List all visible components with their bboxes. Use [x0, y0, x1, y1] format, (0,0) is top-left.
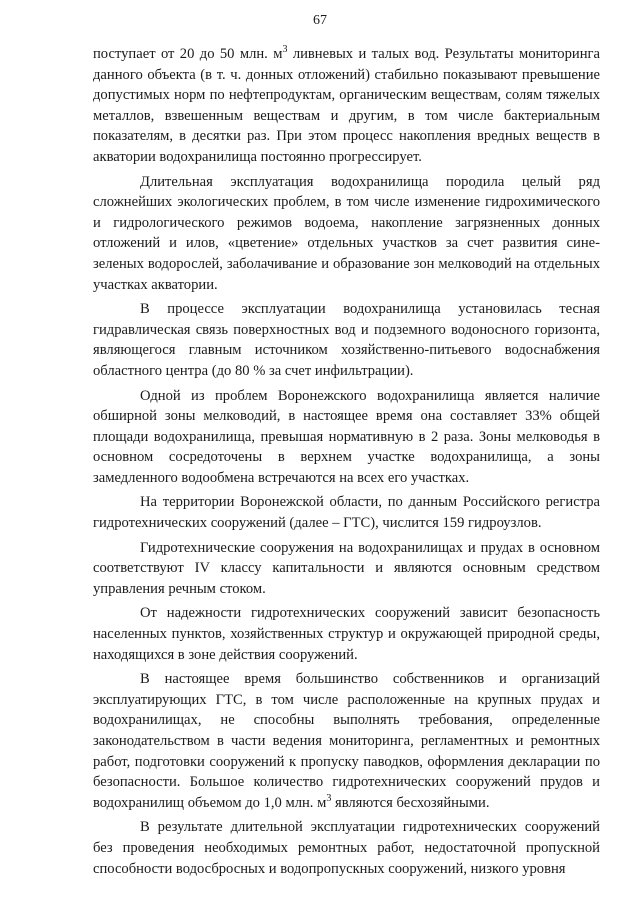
paragraph-gts-register: На территории Воронежской области, по данным Российского регистра гидротехнических сооружений (далее – ГТС), числится 159 гидроузлов.: [93, 494, 600, 532]
superscript-cubic: 3: [326, 792, 332, 804]
page-number: 67: [313, 13, 327, 28]
paragraph-runoff-monitoring: [93, 44, 600, 168]
paragraph-hydraulic-connection: В процессе эксплуатации водохранилища установилась тесная гидравлическая связь поверхностных вод и подземного водоносного горизонта, являющегося главным источником хозяйственно-питьевого водоснабжения областного центра (до 80 % за счет инфильтрации).: [93, 301, 600, 379]
paragraph-text: В настоящее время большинство собственников и организаций эксплуатирующих ГТС, в том числе расположенные на крупных прудах и водохранилищах, не способны выполнять требования, определенные законодательством в части ведения мониторинга, регламентных и ремонтных работ, подготовки сооружений к пропуску паводков, оформления декларации по безопасности. Большое количество гидротехнических сооружений прудов и водохранилищ объемом до 1,0 млн. м: [93, 671, 600, 811]
superscript-cubic: 3: [282, 44, 288, 55]
paragraph-reliability: От надежности гидротехнических сооружений зависит безопасность населенных пунктов, хозяйственных структур и окружающей природной среды, находящихся в зоне действия сооружений.: [93, 605, 600, 663]
page-body: [93, 44, 600, 881]
paragraph-owners-requirements: [93, 669, 600, 813]
paragraph-text: поступает от 20 до 50 млн. м: [93, 46, 283, 62]
paragraph-text: являются бесхозяйными.: [331, 794, 490, 811]
paragraph-text: ливневых и талых вод. Результаты мониторинга данного объекта (в т. ч. донных отложений) стабильно показывают превышение допустимых норм по нефтепродуктам, органическим веществам, солям тяжелых металлов, взвешенным веществам и другим, в том числе бактериальным показателям, в десятки раз. При этом процесс накопления вредных веществ в акватории водохранилища постоянно прогрессирует.: [93, 46, 600, 165]
paragraph-capital-class: Гидротехнические сооружения на водохранилищах и прудах в основном соответствуют IV классу капитальности и являются основным средством управления речным стоком.: [93, 539, 600, 597]
paragraph-shallow-zones: Одной из проблем Воронежского водохранилища является наличие обширной зоны мелководий, в настоящее время она составляет 33% общей площади водохранилища, превышая нормативную в 2 раза. Зоны мелководья в основном сосредоточены в верхнем участке водохранилища, а зоны замедленного водообмена встречаются на всех его участках.: [93, 387, 600, 486]
paragraph-ecological-problems: Длительная эксплуатация водохранилища породила целый ряд сложнейших экологических проблем, в том числе изменение гидрохимического и гидрологического режимов водоема, накопление загрязненных донных отложений и илов, «цветение» отдельных участков за счет развития сине-зеленых водорослей, заболачивание и образование зон мелководий на отдельных участках акватории.: [93, 173, 600, 293]
paragraph-long-operation: В результате длительной эксплуатации гидротехнических сооружений без проведения необходимых ремонтных работ, недостаточной пропускной способности водосбросных и водопропускных сооружений, низкого уровня: [93, 819, 600, 877]
